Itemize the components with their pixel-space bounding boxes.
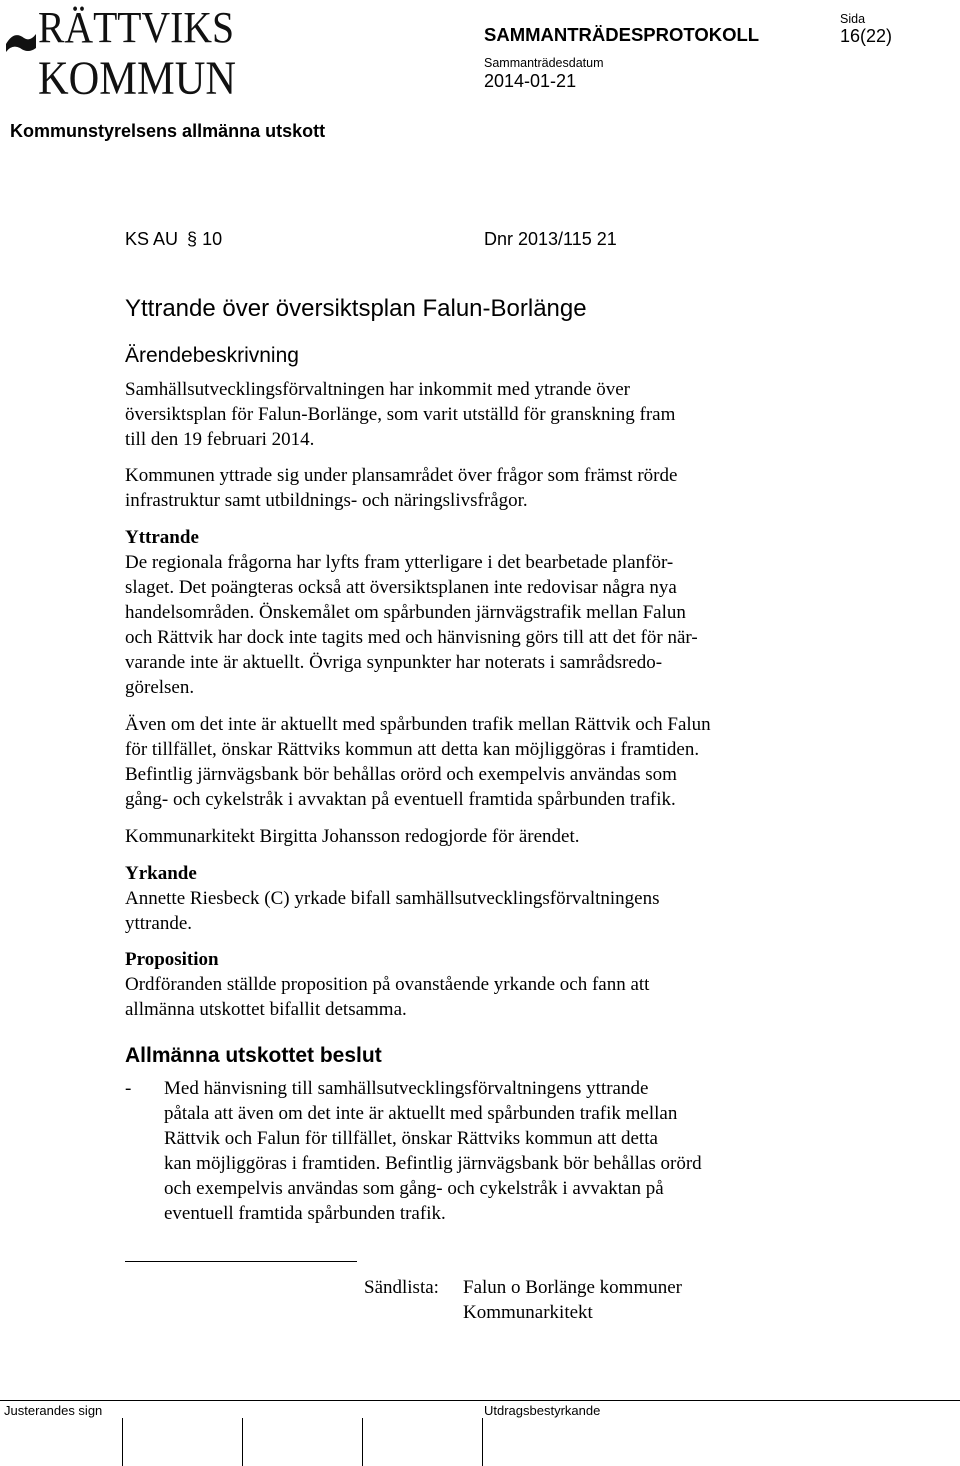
text-line: varande inte är aktuellt. Övriga synpunkter har noterats i samrådsredo- bbox=[125, 652, 663, 673]
page-number: 16(22) bbox=[840, 26, 893, 46]
beslut-heading: Allmänna utskottet beslut bbox=[125, 1044, 382, 1067]
footer-rule bbox=[0, 1400, 960, 1401]
recipient-1: Falun o Borlänge kommuner bbox=[463, 1277, 682, 1298]
aven-paragraph bbox=[125, 712, 711, 812]
text-line: Ordföranden ställde proposition på ovanstående yrkande och fann att bbox=[125, 974, 650, 995]
proposition-heading: Proposition bbox=[125, 949, 219, 970]
paragraph-sign: § bbox=[187, 229, 198, 249]
text-line: och Rättvik har dock inte tagits med och hänvisning görs till att det för när- bbox=[125, 627, 698, 648]
text-line: infrastruktur samt utbildnings- och näringslivsfrågor. bbox=[125, 490, 528, 511]
text-line: översiktsplan för Falun-Borlänge, som varit utställd för granskning fram bbox=[125, 404, 676, 425]
page-label: Sida bbox=[840, 12, 866, 26]
meeting-date: 2014-01-21 bbox=[484, 71, 577, 91]
text-line: Kommunen yttrade sig under plansamrådet över frågor som främst rörde bbox=[125, 465, 678, 486]
text-line: De regionala frågorna har lyfts fram ytterligare i det bearbetade planför- bbox=[125, 552, 674, 573]
document-type: SAMMANTRÄDESPROTOKOLL bbox=[484, 24, 760, 45]
text-line: allmänna utskottet bifallit detsamma. bbox=[125, 999, 407, 1020]
signature-box-divider bbox=[362, 1418, 363, 1466]
signature-box-divider bbox=[482, 1418, 483, 1466]
text-line: Även om det inte är aktuellt med spårbunden trafik mellan Rättvik och Falun bbox=[125, 714, 711, 735]
arende-heading: Ärendebeskrivning bbox=[125, 344, 299, 367]
text-line: görelsen. bbox=[125, 677, 195, 698]
yttrande-heading: Yttrande bbox=[125, 527, 199, 548]
description-paragraph-1 bbox=[125, 377, 675, 452]
separator-line bbox=[125, 1261, 357, 1262]
beslut-item bbox=[164, 1076, 702, 1226]
logo-emblem bbox=[6, 34, 36, 52]
committee-name: Kommunstyrelsens allmänna utskott bbox=[10, 121, 326, 141]
text-line: till den 19 februari 2014. bbox=[125, 429, 315, 450]
case-title: Yttrande över översiktsplan Falun-Borlänge bbox=[125, 295, 587, 322]
logo-line2: KOMMUN bbox=[38, 52, 236, 100]
diary-number: Dnr 2013/115 21 bbox=[484, 229, 617, 249]
text-line: Samhällsutvecklingsförvaltningen har inkommit med ytrande över bbox=[125, 379, 630, 400]
date-label: Sammanträdesdatum bbox=[484, 56, 604, 70]
description-paragraph-2 bbox=[125, 463, 677, 513]
text-line: slaget. Det poängteras också att översiktsplanen inte redovisar några nya bbox=[125, 577, 677, 598]
text-line: och exempelvis användas som gång- och cykelstråk i avvaktan på bbox=[164, 1178, 664, 1199]
justerandes-sign-label: Justerandes sign bbox=[4, 1403, 103, 1418]
ks-au-label: KS AU bbox=[125, 229, 179, 249]
yrkande-paragraph bbox=[125, 886, 660, 936]
text-line: för tillfället, önskar Rättviks kommun att detta kan möjliggöras i framtiden. bbox=[125, 739, 700, 760]
rattviks-kommun-logo bbox=[0, 0, 240, 100]
arkitekt-paragraph: Kommunarkitekt Birgitta Johansson redogjorde för ärendet. bbox=[125, 826, 580, 847]
case-reference bbox=[125, 229, 222, 250]
logo-line1: RÄTTVIKS bbox=[38, 3, 234, 52]
text-line: gång- och cykelstråk i avvaktan på eventuell framtida spårbunden trafik. bbox=[125, 789, 676, 810]
sandlista-label: Sändlista: bbox=[364, 1277, 439, 1298]
text-line: Annette Riesbeck (C) yrkade bifall samhällsutvecklingsförvaltningens bbox=[125, 888, 660, 909]
proposition-paragraph bbox=[125, 972, 649, 1022]
paragraph-number: 10 bbox=[202, 229, 223, 249]
recipient-2: Kommunarkitekt bbox=[463, 1302, 593, 1323]
text-line: yttrande. bbox=[125, 913, 193, 934]
text-line: kan möjliggöras i framtiden. Befintlig järnvägsbank bör behållas orörd bbox=[164, 1153, 702, 1174]
list-dash: - bbox=[125, 1078, 132, 1099]
text-line: påtala att även om det inte är aktuellt med spårbunden trafik mellan bbox=[164, 1103, 678, 1124]
text-line: Befintlig järnvägsbank bör behållas orörd och exempelvis användas som bbox=[125, 764, 677, 785]
yrkande-heading: Yrkande bbox=[125, 863, 197, 884]
signature-box-divider bbox=[242, 1418, 243, 1466]
text-line: Med hänvisning till samhällsutvecklingsförvaltningens yttrande bbox=[164, 1078, 649, 1099]
yttrande-paragraph bbox=[125, 550, 698, 700]
utdragsbestyrkande-label: Utdragsbestyrkande bbox=[484, 1403, 601, 1418]
signature-box-divider bbox=[122, 1418, 123, 1466]
text-line: Rättvik och Falun för tillfället, önskar Rättviks kommun att detta bbox=[164, 1128, 658, 1149]
text-line: handelsområden. Önskemålet om spårbunden järnvägstrafik mellan Falun bbox=[125, 602, 686, 623]
text-line: eventuell framtida spårbunden trafik. bbox=[164, 1203, 446, 1224]
